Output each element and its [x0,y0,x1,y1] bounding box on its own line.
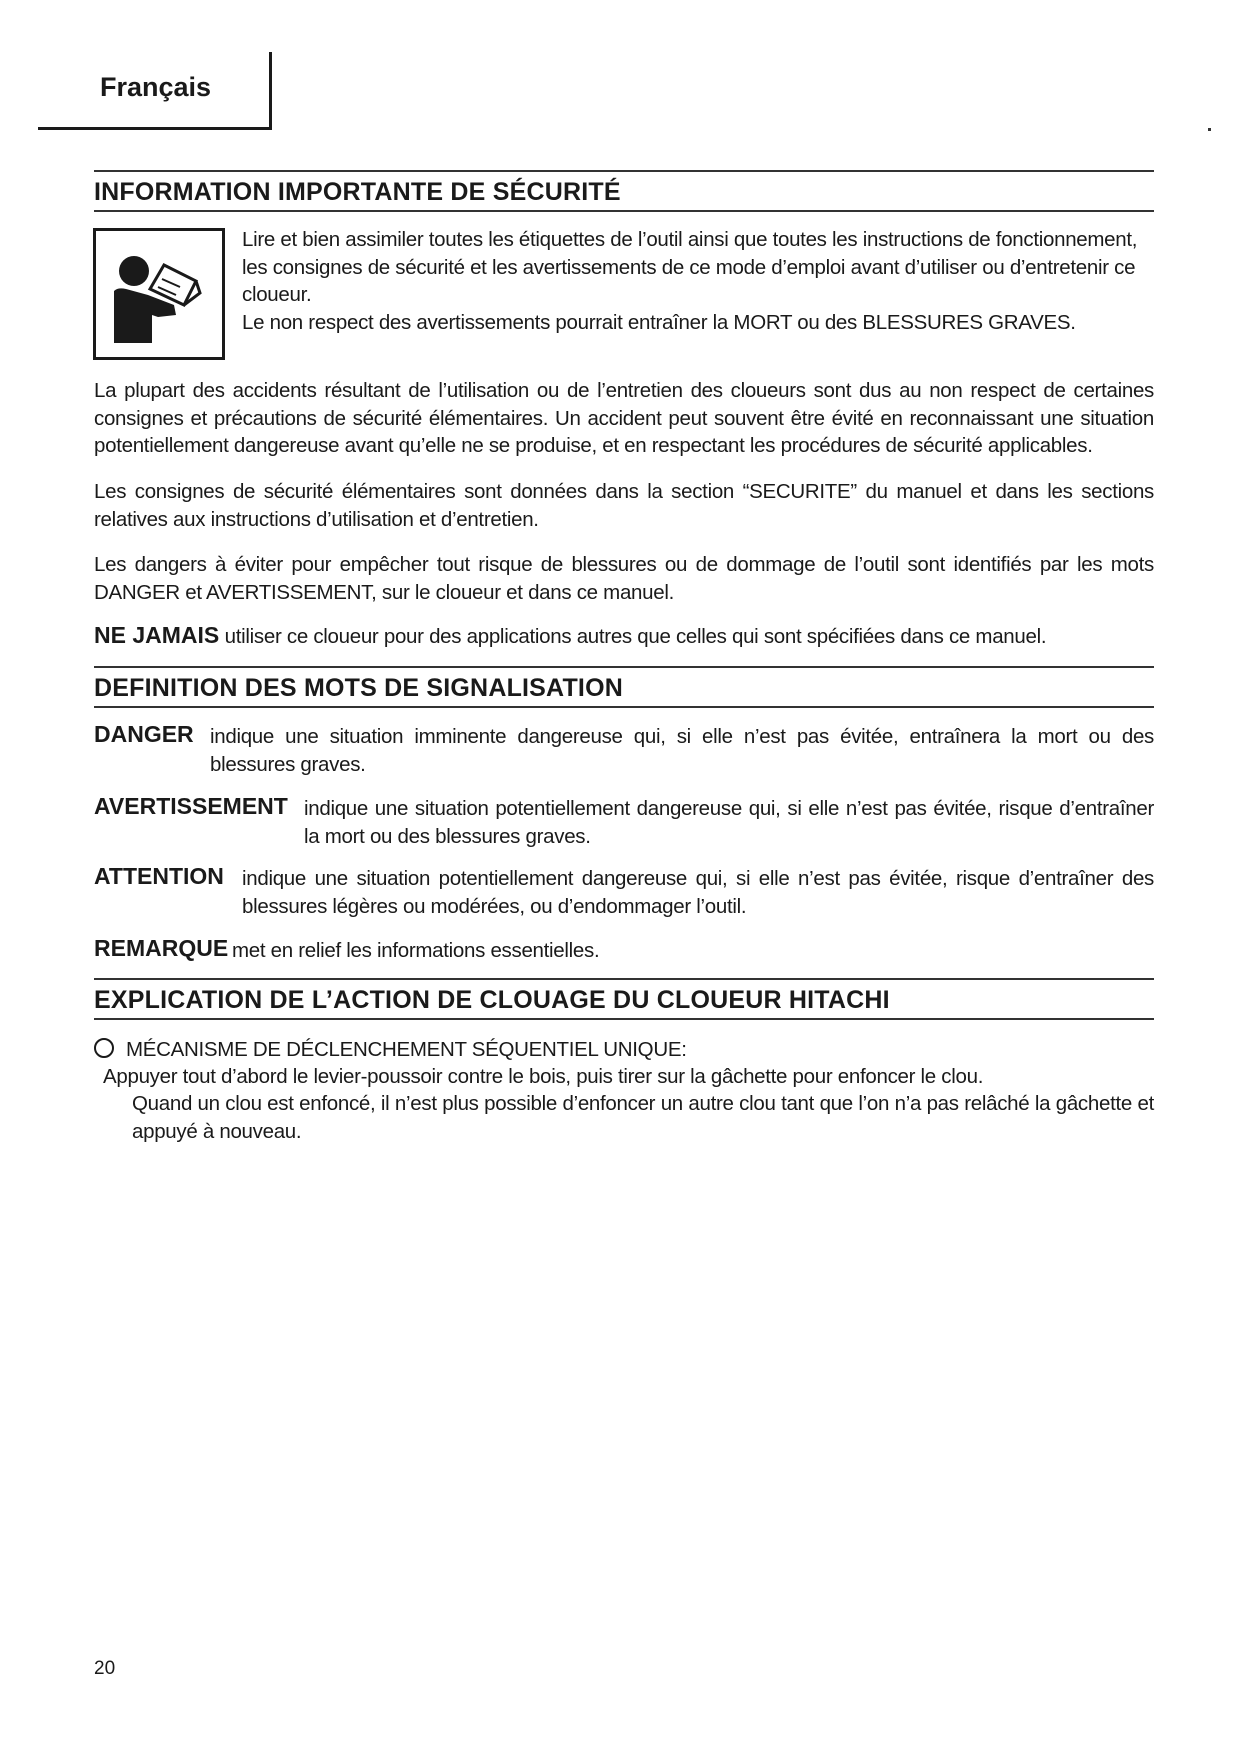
definition-term: DANGER [94,721,194,747]
explanation-line: Appuyer tout d’abord le levier-poussoir contre le bois, puis tirer sur la gâchette pour enfoncer le clou. [103,1065,984,1088]
definition-term: REMARQUE [94,935,229,961]
definition-text: indique une situation imminente dangereuse qui, si elle n’est pas évitée, entraînera la mort ou des blessures graves. [210,725,1154,776]
paragraph: Les dangers à éviter pour empêcher tout risque de blessures ou de dommage de l’outil sont identifiés par les mots DANGER et AVERTISSEMENT, sur le cloueur et dans ce manuel. [94,553,1154,604]
circle-bullet-icon [94,1038,114,1058]
paragraph: Les consignes de sécurité élémentaires sont données dans la section “SECURITE” du manuel et dans les sections relatives aux instructions d’utilisation et d’entretien. [94,480,1154,531]
definition-term: AVERTISSEMENT [94,793,288,819]
never-text: utiliser ce cloueur pour des applications autres que celles qui sont spécifiées dans ce manuel. [219,625,1047,648]
intro-line: cloueur. [242,283,312,306]
definition-text: indique une situation potentiellement dangereuse qui, si elle n’est pas évitée, risque d’entraîner la mort ou des blessures graves. [304,797,1154,848]
page-number: 20 [94,1658,116,1679]
mechanism-heading [94,1036,1154,1064]
language-label: Français [100,72,212,102]
intro-line: les consignes de sécurité et les avertissements de ce mode d’emploi avant d’utiliser ou d’entretenir ce [242,255,1136,279]
intro-line: Lire et bien assimiler toutes les étiquettes de l’outil ainsi que toutes les instructions de fonctionnement, [242,228,1138,251]
definition-caution [94,865,1154,921]
definition-warning [94,795,1154,851]
section-title-safety: INFORMATION IMPORTANTE DE SÉCURITÉ [94,170,1154,212]
paragraph-never [94,622,1154,651]
mechanism-label: MÉCANISME DE DÉCLENCHEMENT SÉQUENTIEL UNIQUE: [126,1038,687,1061]
definition-term: ATTENTION [94,863,224,889]
paragraph: La plupart des accidents résultant de l’utilisation ou de l’entretien des cloueurs sont dus au non respect de certaines consignes et précautions de sécurité élémentaires. Un accident peut souvent être évité en reconnaissant une situation potentiellement dangereuse avant qu’elle ne se produise, et en respectant les procédures de sécurité applicables. [94,379,1154,457]
never-term: NE JAMAIS [94,622,220,648]
read-manual-icon [93,228,225,360]
intro-text [242,226,1154,336]
intro-line: Le non respect des avertissements pourrait entraîner la MORT ou des BLESSURES GRAVES. [242,310,1076,334]
definition-note [94,937,1154,967]
definition-danger [94,723,1154,779]
definition-text: met en relief les informations essentielles. [232,939,600,962]
corner-mark [1208,128,1211,131]
section-title-explanation: EXPLICATION DE L’ACTION DE CLOUAGE DU CLOUEUR HITACHI [94,978,1154,1020]
definition-text: indique une situation potentiellement dangereuse qui, si elle n’est pas évitée, risque d’entraîner des blessures légères ou modérées, ou d’endommager l’outil. [242,867,1154,918]
explanation-line: Quand un clou est enfoncé, il n’est plus possible d’enfoncer un autre clou tant que l’on n’a pas relâché la gâchette et appuyé à nouveau. [132,1092,1154,1143]
section-title-definitions: DEFINITION DES MOTS DE SIGNALISATION [94,666,1154,708]
